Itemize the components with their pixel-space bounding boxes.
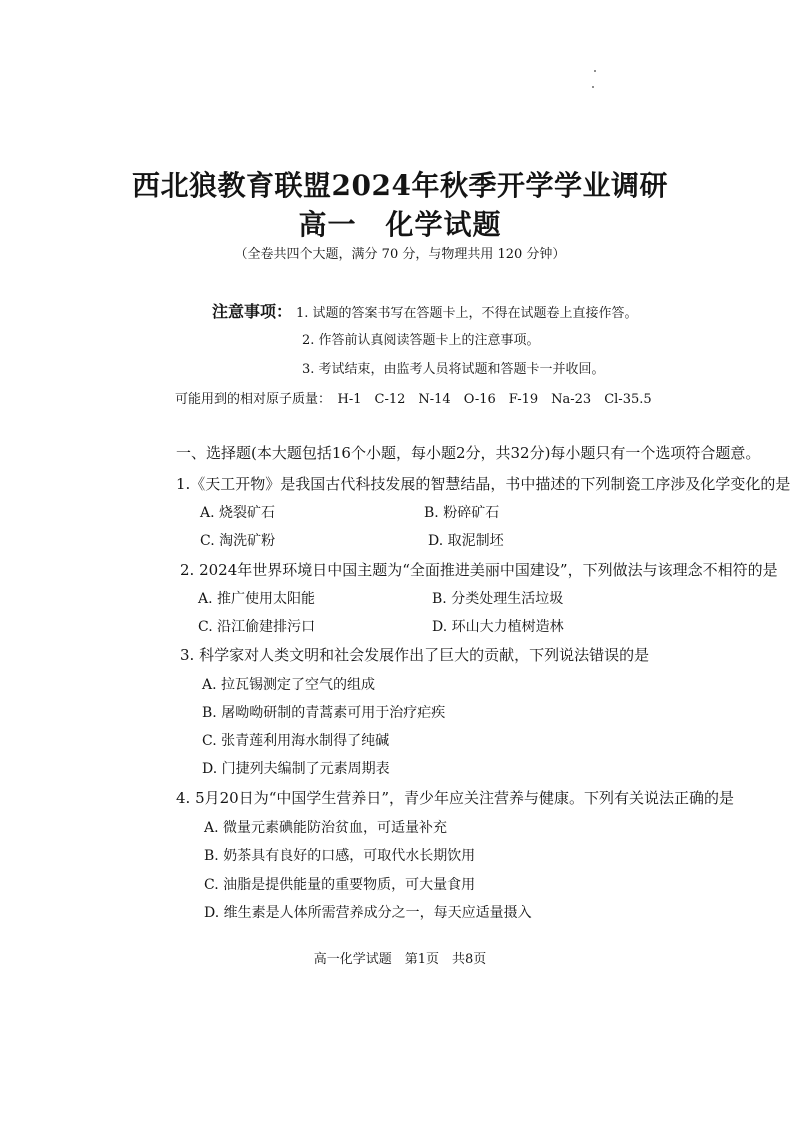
exam-subject: 高一 化学试题 bbox=[298, 208, 502, 241]
question-option: D. 门捷列夫编制了元素周期表 bbox=[202, 761, 390, 777]
notice-item: 2. 作答前认真阅读答题卡上的注意事项。 bbox=[302, 333, 540, 348]
exam-info: （全卷共四个大题，满分 70 分，与物理共用 120 分钟） bbox=[234, 247, 566, 262]
question-option: A. 拉瓦锡测定了空气的组成 bbox=[202, 677, 376, 693]
question-option: C. 淘洗矿粉 bbox=[200, 533, 276, 549]
question-stem: 4. 5月20日为“中国学生营养日”，青少年应关注营养与健康。下列有关说法正确的是 bbox=[176, 789, 735, 807]
question-option: C. 油脂是提供能量的重要物质，可大量食用 bbox=[204, 877, 476, 893]
scan-speck bbox=[592, 86, 594, 88]
question-option: C. 沿江偷建排污口 bbox=[198, 619, 316, 635]
question-option: D. 维生素是人体所需营养成分之一，每天应适量摄入 bbox=[204, 905, 532, 921]
notice-item: 3. 考试结束，由监考人员将试题和答题卡一并收回。 bbox=[302, 362, 605, 377]
question-stem: 1.《天工开物》是我国古代科技发展的智慧结晶，书中描述的下列制瓷工序涉及化学变化的是 bbox=[176, 475, 791, 493]
question-option: B. 奶茶具有良好的口感，可取代水长期饮用 bbox=[204, 848, 476, 864]
section-heading: 一、选择题(本大题包括16个小题，每小题2分，共32分)每小题只有一个选项符合题意。 bbox=[176, 444, 761, 462]
notice-label: 注意事项： bbox=[212, 302, 293, 321]
question-option: A. 烧裂矿石 bbox=[200, 505, 276, 521]
question-option: B. 屠呦呦研制的青蒿素可用于治疗疟疾 bbox=[202, 705, 446, 721]
scan-speck bbox=[594, 70, 596, 72]
notice-item: 1. 试题的答案书写在答题卡上，不得在试题卷上直接作答。 bbox=[296, 306, 638, 321]
question-option: A. 微量元素碘能防治贫血，可适量补充 bbox=[204, 820, 448, 836]
exam-title: 西北狼教育联盟2024年秋季开学学业调研 bbox=[132, 169, 668, 202]
question-stem: 3. 科学家对人类文明和社会发展作出了巨大的贡献，下列说法错误的是 bbox=[180, 646, 650, 664]
question-option: C. 张青莲利用海水制得了纯碱 bbox=[202, 733, 390, 749]
question-stem: 2. 2024年世界环境日中国主题为“全面推进美丽中国建设”，下列做法与该理念不相符的是 bbox=[180, 561, 778, 579]
question-option: B. 粉碎矿石 bbox=[424, 505, 500, 521]
question-option: B. 分类处理生活垃圾 bbox=[432, 591, 564, 607]
question-option: D. 环山大力植树造林 bbox=[432, 619, 564, 635]
page-footer: 高一化学试题 第1页 共8页 bbox=[313, 952, 487, 967]
atomic-masses: 可能用到的相对原子质量： H-1 C-12 N-14 O-16 F-19 Na-23 Cl-35.5 bbox=[175, 392, 652, 407]
question-option: A. 推广使用太阳能 bbox=[198, 591, 316, 607]
question-option: D. 取泥制坯 bbox=[428, 533, 504, 549]
